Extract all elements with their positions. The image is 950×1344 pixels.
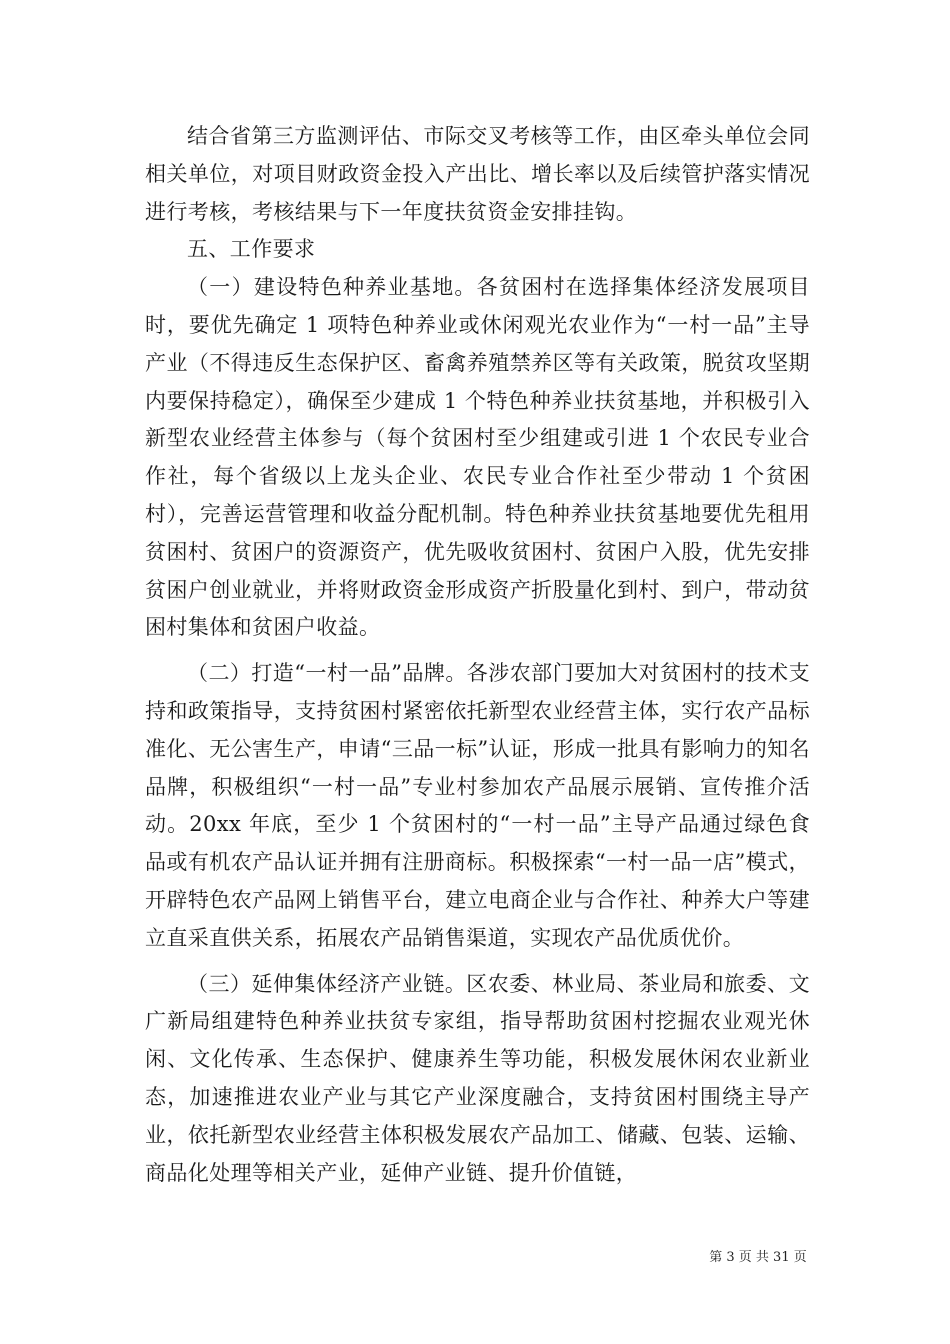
paragraph-assessment: 结合省第三方监测评估、市际交叉考核等工作，由区牵头单位会同相关单位，对项目财政资金投入产出比、增长率以及后续管护落实情况进行考核，考核结果与下一年度扶贫资金安排挂钩。 (145, 124, 810, 224)
paragraph-requirement-3: （三）延伸集体经济产业链。区农委、林业局、茶业局和旅委、文广新局组建特色种养业扶贫专家组，指导帮助贫困村挖掘农业观光休闲、文化传承、生态保护、健康养生等功能，积极发展休闲农业新业态，加速推进农业产业与其它产业深度融合，支持贫困村围绕主导产业，依托新型农业经营主体积极发展农产品加工、储藏、包装、运输、商品化处理等相关产业，延伸产业链、提升价值链， (145, 971, 810, 1185)
page-footer (0, 1246, 950, 1265)
paragraph-requirement-1: （一）建设特色种养业基地。各贫困村在选择集体经济发展项目时，要优先确定 1 项特色种养业或休闲观光农业作为“一村一品”主导产业（不得违反生态保护区、畜禽养殖禁养区等有关政策，脱贫攻坚期内要保持稳定），确保至少建成 1 个特色种养业扶贫基地，并积极引入新型农业经营主体参与（每个贫困村至少组建或引进 1 个农民专业合作社，每个省级以上龙头企业、农民专业合作社至少带动 1 个贫困村），完善运营管理和收益分配机制。特色种养业扶贫基地要优先租用贫困村、贫困户的资源资产，优先吸收贫困村、贫困户入股，优先安排贫困户创业就业，并将财政资金形成资产折股量化到村、到户，带动贫困村集体和贫困户收益。 (145, 275, 810, 640)
section-heading-work-requirements: 五、工作要求 (187, 237, 316, 262)
page-number: 第 3 页 共 31 页 (709, 1250, 807, 1265)
document-body (145, 118, 810, 1192)
paragraph-requirement-2: （二）打造“一村一品”品牌。各涉农部门要加大对贫困村的技术支持和政策指导，支持贫困村紧密依托新型农业经营主体，实行农产品标准化、无公害生产，申请“三品一标”认证，形成一批具有影响力的知名品牌，积极组织“一村一品”专业村参加农产品展示展销、宣传推介活动。20xx 年底，至少 1 个贫困村的“一村一品”主导产品通过绿色食品或有机农产品认证并拥有注册商标。积极探索“一村一品一店”模式，开辟特色农产品网上销售平台，建立电商企业与合作社、种养大户等建立直采直供关系，拓展农产品销售渠道，实现农产品优质优价。 (145, 661, 810, 950)
